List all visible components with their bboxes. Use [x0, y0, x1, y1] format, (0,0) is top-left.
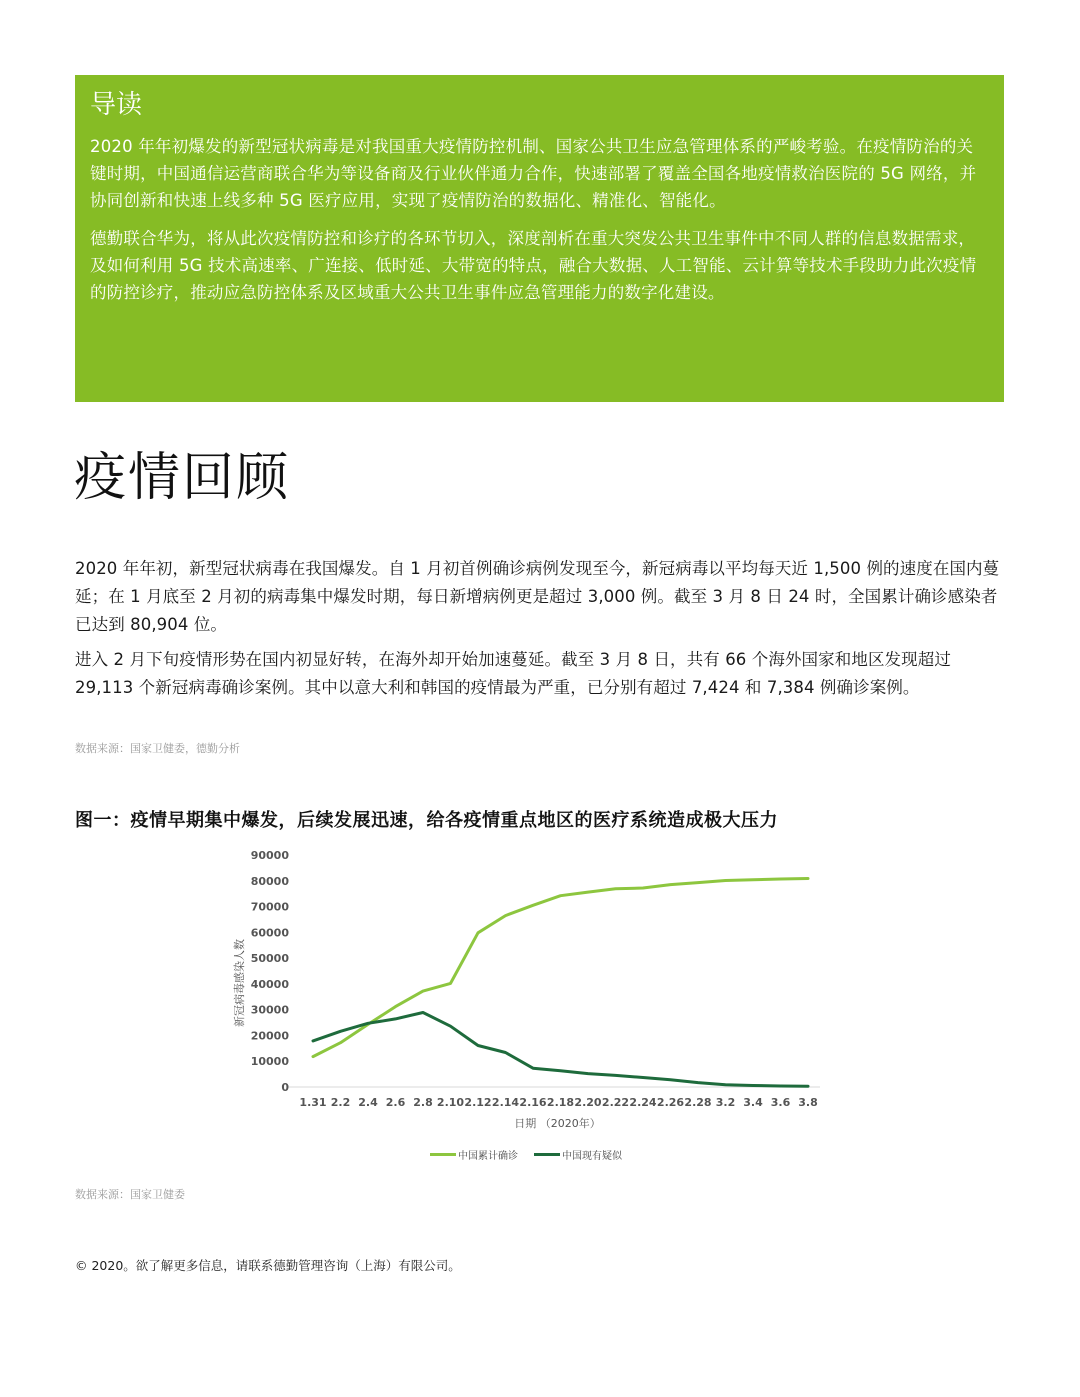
y-tick-label: 20000	[250, 1029, 289, 1043]
x-tick-label: 2.20	[574, 1096, 602, 1109]
chart-legend	[430, 1147, 622, 1162]
x-tick-label: 3.6	[770, 1096, 791, 1109]
figure-source-note: 数据来源：国家卫健委	[75, 1188, 185, 1201]
legend-label: 中国现有疑似	[562, 1151, 622, 1162]
x-tick-label: 3.4	[743, 1096, 763, 1109]
x-tick-label: 2.16	[519, 1096, 547, 1109]
y-tick-label: 0	[281, 1081, 289, 1094]
x-tick-label: 1.31	[299, 1096, 327, 1109]
section-body	[75, 555, 1007, 709]
y-tick-label: 70000	[250, 900, 289, 914]
body-paragraph: 2020 年年初，新型冠状病毒在我国爆发。自 1 月初首例确诊病例发现至今，新冠病毒以平均每天近 1,500 例的速度在国内蔓延；在 1 月底至 2 月初的病毒集中爆发时期，每日新增病例更是超过 3,000 例。截至 3 月 8 日 24 时，全国累计确诊感染者已达到 80,904 位。	[75, 559, 1000, 634]
legend-swatch	[534, 1153, 560, 1156]
legend-swatch	[430, 1153, 456, 1156]
x-tick-label: 2.22	[601, 1096, 630, 1109]
y-tick-label: 30000	[250, 1003, 289, 1017]
x-tick-label: 3.8	[798, 1096, 818, 1109]
x-tick-label: 2.12	[464, 1096, 492, 1109]
y-tick-label: 50000	[250, 952, 289, 966]
x-tick-label: 2.24	[629, 1096, 657, 1109]
x-tick-label: 3.2	[715, 1096, 736, 1109]
section-title: 疫情回顾	[74, 448, 291, 508]
body-paragraph: 进入 2 月下旬疫情形势在国内初显好转，在海外却开始加速蔓延。截至 3 月 8 日，共有 66 个海外国家和地区发现超过 29,113 个新冠病毒确诊案例。其中以意大利和韩国的疫情最为严重，已分别有超过 7,424 和 7,384 例确诊案例。	[75, 650, 951, 697]
intro-paragraph: 2020 年年初爆发的新型冠状病毒是对我国重大疫情防控机制、国家公共卫生应急管理体系的严峻考验。在疫情防治的关键时期，中国通信运营商联合华为等设备商及行业伙伴通力合作，快速部署了覆盖全国各地疫情救治医院的 5G 网络，并协同创新和快速上线多种 5G 医疗应用，实现了疫情防治的数据化、精准化、智能化。	[90, 137, 977, 210]
copyright-footer: © 2020。欲了解更多信息，请联系德勤管理咨询（上海）有限公司。	[75, 1258, 461, 1273]
chart-plot	[225, 840, 835, 1140]
x-tick-label: 2.6	[385, 1096, 406, 1109]
x-axis-label: 日期 （2020年）	[514, 1117, 601, 1130]
figure-title: 图一：疫情早期集中爆发，后续发展迅速，给各疫情重点地区的医疗系统造成极大压力	[75, 810, 778, 831]
y-tick-label: 10000	[250, 1055, 289, 1069]
line-chart	[225, 840, 835, 1180]
series-line-0	[313, 879, 808, 1057]
x-tick-label: 2.4	[358, 1096, 378, 1109]
intro-paragraph: 德勤联合华为，将从此次疫情防控和诊疗的各环节切入，深度剖析在重大突发公共卫生事件中不同人群的信息数据需求，及如何利用 5G 技术高速率、广连接、低时延、大带宽的特点，融合大数据、人工智能、云计算等技术手段助力此次疫情的防控诊疗，推动应急防控体系及区域重大公共卫生事件应急管理能力的数字化建设。	[90, 229, 977, 302]
x-tick-label: 2.8	[413, 1096, 433, 1109]
x-tick-label: 2.2	[330, 1096, 351, 1109]
intro-title: 导读	[90, 90, 143, 120]
legend-item-cumulative	[430, 1147, 518, 1162]
y-tick-label: 80000	[250, 874, 289, 888]
y-tick-label: 90000	[250, 849, 289, 862]
x-tick-label: 2.18	[546, 1096, 575, 1109]
legend-label: 中国累计确诊	[458, 1151, 518, 1162]
intro-box	[75, 75, 1004, 402]
y-tick-label: 40000	[250, 977, 289, 991]
x-tick-label: 2.26	[656, 1096, 685, 1109]
x-tick-label: 2.28	[684, 1096, 712, 1109]
series-line-1	[313, 1013, 808, 1087]
legend-item-suspected	[534, 1147, 622, 1162]
y-axis-label: 新冠病毒感染人数	[233, 939, 246, 1027]
data-source-note: 数据来源：国家卫健委，德勤分析	[75, 742, 240, 755]
x-tick-label: 2.14	[491, 1096, 520, 1109]
x-tick-label: 2.10	[436, 1096, 465, 1109]
y-tick-label: 60000	[250, 926, 289, 940]
